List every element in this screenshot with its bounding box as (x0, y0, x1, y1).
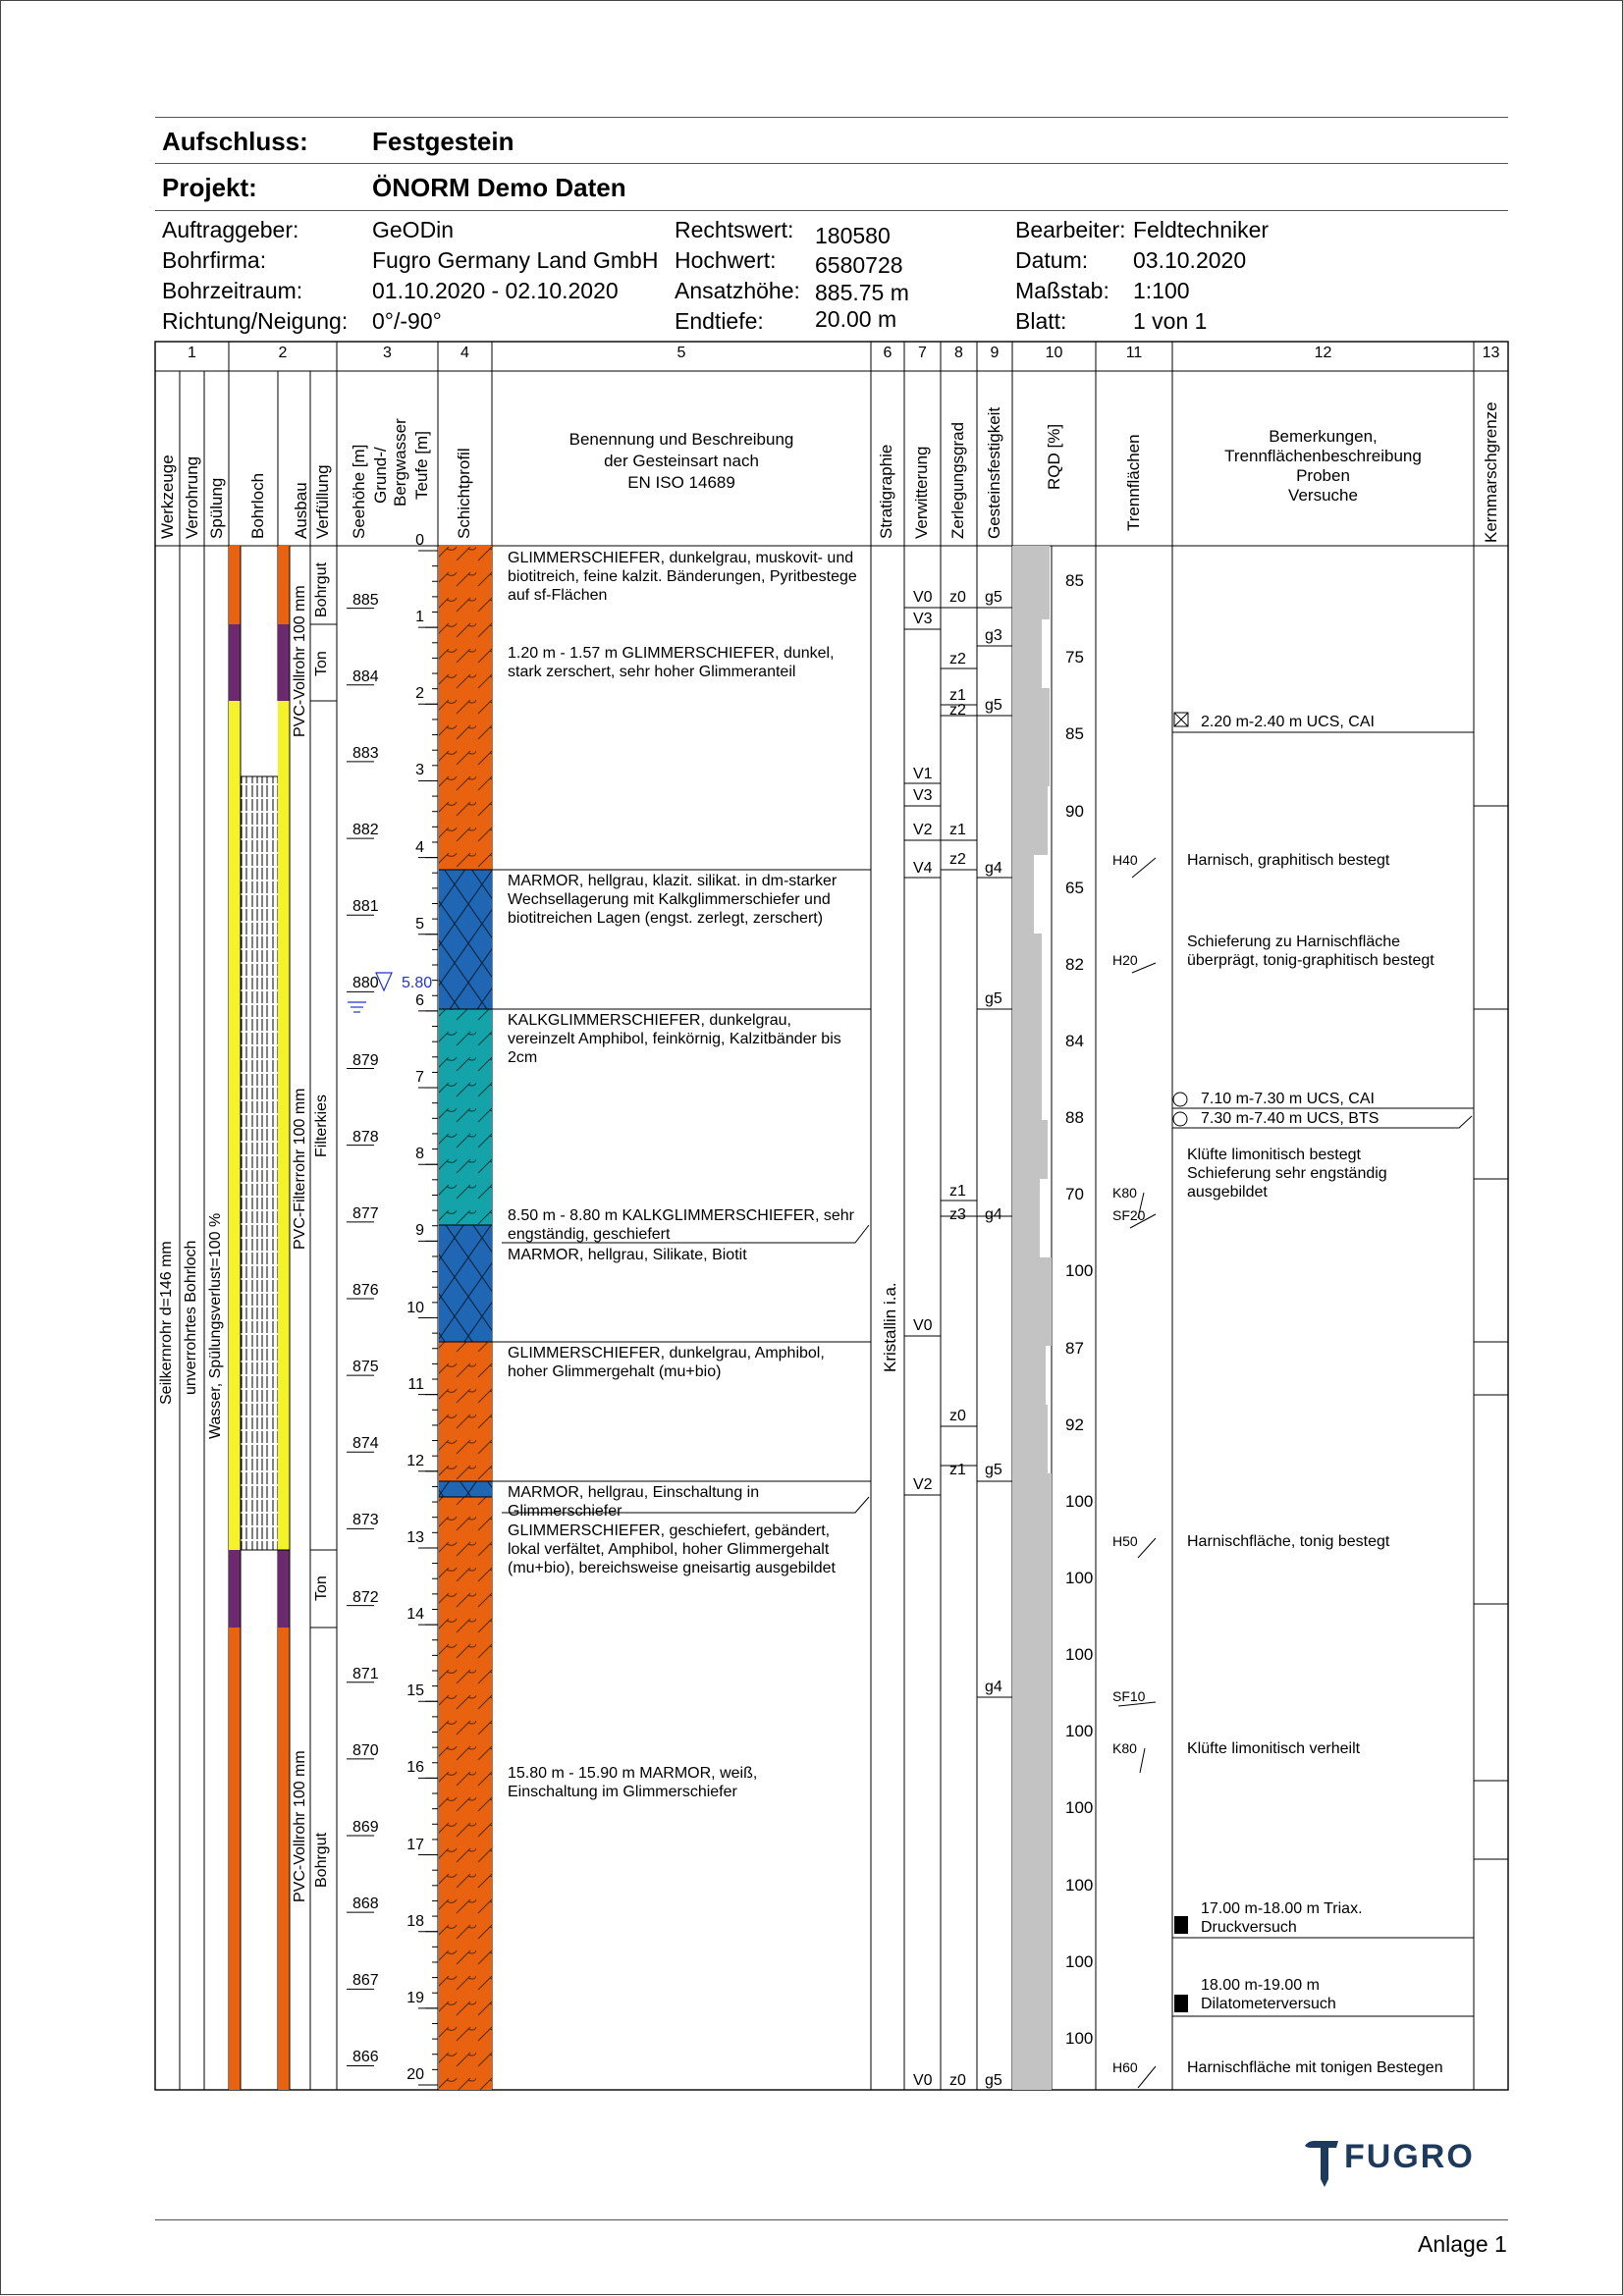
rqd-value: 100 (1065, 1261, 1094, 1281)
desc-6: MARMOR, hellgrau, Silikate, Biotit (508, 1247, 747, 1263)
projekt-label: Projekt: (162, 173, 257, 202)
tf-2: K80 (1112, 1185, 1137, 1201)
seehoehe-label: 884 (352, 667, 379, 685)
rqd-value: 75 (1065, 648, 1084, 667)
tf-4: H50 (1112, 1533, 1138, 1549)
rechtswert-label: Rechtswert: (675, 217, 794, 242)
remark-1: 2.20 m-2.40 m UCS, CAI (1201, 714, 1375, 730)
colnum-10: 10 (1045, 345, 1063, 361)
teufe-label: 9 (415, 1222, 424, 1240)
rqd-value: 65 (1065, 878, 1084, 897)
richtung-value: 0°/-90° (372, 308, 442, 334)
remark-8: Klüfte limonitisch verheilt (1187, 1740, 1361, 1757)
ansatzhoehe-label: Ansatzhöhe: (675, 278, 800, 303)
desc-8: MARMOR, hellgrau, Einschaltung in Glimmerschiefer (508, 1484, 760, 1520)
ausbau-text-1: PVC-Vollrohr 100 mm (292, 585, 308, 737)
tf-1: H20 (1112, 952, 1138, 968)
verw-0: V0 (913, 589, 933, 606)
remark-9: 17.00 m-18.00 m Triax. Druckversuch (1201, 1900, 1363, 1936)
fest-7: g4 (985, 1679, 1002, 1695)
head-bohrloch: Bohrloch (248, 472, 267, 539)
fest-0: g5 (985, 589, 1002, 606)
projekt-value: ÖNORM Demo Daten (372, 173, 626, 202)
fest-3: g4 (985, 860, 1002, 877)
rqd-value: 90 (1065, 801, 1084, 821)
teufe-label: 8 (415, 1146, 424, 1163)
tf-0: H40 (1112, 852, 1138, 868)
zerl-0: z0 (949, 589, 966, 606)
fest-4: g5 (985, 990, 1002, 1007)
teufe-label: 3 (415, 762, 424, 779)
footer-rule (155, 2219, 1508, 2220)
seehoehe-label: 883 (352, 744, 379, 762)
rqd-value: 88 (1065, 1108, 1084, 1128)
seehoehe-label: 879 (352, 1051, 379, 1069)
head-benennung (492, 429, 871, 494)
rqd-value: 100 (1065, 1798, 1094, 1818)
colnum-13: 13 (1482, 345, 1500, 361)
remark-3: Schieferung zu Harnischfläche überprägt, tonig-graphitisch bestegt (1187, 934, 1434, 969)
remark-5: 7.30 m-7.40 m UCS, BTS (1201, 1110, 1380, 1127)
remark-4: 7.10 m-7.30 m UCS, CAI (1201, 1091, 1375, 1107)
head-seehoehe: Seehöhe [m] (350, 444, 368, 539)
tf-6: K80 (1112, 1740, 1137, 1756)
fest-2: g5 (985, 697, 1002, 714)
colnum-9: 9 (990, 345, 1000, 361)
verw-2: V1 (913, 766, 933, 782)
colnum-11: 11 (1125, 345, 1143, 361)
rqd-value: 100 (1065, 1569, 1094, 1588)
seehoehe-label: 872 (352, 1588, 379, 1606)
zerl-7: z3 (949, 1206, 966, 1223)
massstab-value: 1:100 (1133, 278, 1190, 303)
rqd-value: 92 (1065, 1415, 1084, 1434)
head-stratigraphie: Stratigraphie (877, 444, 895, 539)
rqd-value: 84 (1065, 1031, 1084, 1050)
seehoehe-label: 876 (352, 1281, 379, 1299)
ansatzhoehe-value: 885.75 m (815, 280, 909, 305)
fill-text-1: Bohrgut (313, 561, 330, 617)
richtung-label: Richtung/Neigung: (162, 308, 349, 334)
desc-2: 1.20 m - 1.57 m GLIMMERSCHIEFER, dunkel, stark zerschert, sehr hoher Glimmeranteil (508, 645, 835, 680)
bearbeiter-value: Feldtechniker (1133, 217, 1270, 242)
zerl-10: z0 (949, 2072, 966, 2089)
datum-value: 03.10.2020 (1133, 247, 1247, 273)
verw-8: V0 (913, 2072, 933, 2089)
teufe-label: 5 (415, 915, 424, 933)
head-trennflaechen: Trennflächen (1124, 434, 1143, 531)
verw-4: V2 (913, 822, 933, 838)
spuelung-text: Wasser, Spülungsverlust=100 % (207, 1212, 224, 1439)
desc-9: GLIMMERSCHIEFER, geschiefert, gebändert, lokal verfältet, Amphibol, hoher Glimmergehalt (mu+bio), bereichsweise gneisartig ausgebildet (508, 1522, 836, 1576)
hochwert-value: 6580728 (815, 252, 903, 278)
teufe-label: 17 (406, 1836, 424, 1853)
desc-4: KALKGLIMMERSCHIEFER, dunkelgrau, vereinzelt Amphibol, feinkörnig, Kalzitbänder bis 2cm (508, 1012, 841, 1066)
head-grund: Grund-/ (371, 447, 390, 504)
water-level-label: 5.80 (402, 975, 433, 991)
stratigraphy-text: Kristallin i.a. (881, 1282, 899, 1372)
head-bemerkungen-2: Trennflächenbeschreibung (1224, 447, 1422, 465)
rechtswert-value: 180580 (815, 223, 891, 248)
tf-5: SF10 (1112, 1688, 1146, 1704)
teufe-label: 1 (415, 609, 424, 626)
head-werkzeuge: Werkzeuge (158, 454, 177, 539)
bohrfirma-value: Fugro Germany Land GmbH (372, 247, 659, 273)
aufschluss-label: Aufschluss: (162, 127, 308, 156)
teufe-label: 4 (415, 838, 424, 856)
colnum-6: 6 (883, 345, 893, 361)
rqd-value: 100 (1065, 1491, 1094, 1511)
auftraggeber-label: Auftraggeber: (162, 217, 299, 242)
seehoehe-label: 878 (352, 1128, 379, 1146)
seehoehe-label: 871 (352, 1665, 379, 1682)
colnum-8: 8 (954, 345, 963, 361)
head-ausbau: Ausbau (292, 482, 310, 539)
rqd-value: 100 (1065, 2028, 1094, 2048)
teufe-label: 16 (406, 1759, 424, 1777)
tf-3: SF20 (1112, 1207, 1146, 1223)
seehoehe-label: 869 (352, 1819, 379, 1836)
head-schichtprofil: Schichtprofil (455, 448, 473, 539)
head-spuelung: Spülung (207, 477, 226, 539)
head-bemerkungen-3: Proben (1296, 466, 1350, 485)
zerl-4: z1 (949, 822, 966, 838)
seehoehe-label: 867 (352, 1972, 379, 1990)
verw-3: V3 (913, 787, 933, 804)
teufe-label: 12 (406, 1452, 424, 1469)
rqd-value: 85 (1065, 571, 1084, 591)
zerl-9: z1 (949, 1462, 966, 1478)
rqd-value: 82 (1065, 954, 1084, 974)
seehoehe-label: 881 (352, 898, 379, 916)
teufe-label: 13 (406, 1528, 424, 1546)
fest-1: g3 (985, 627, 1002, 644)
endtiefe-label: Endtiefe: (675, 308, 764, 334)
colnum-12: 12 (1314, 345, 1332, 361)
fugro-logo-text: FUGRO (1344, 2138, 1475, 2175)
teufe-label: 6 (415, 991, 424, 1009)
zerl-2: z1 (949, 687, 966, 704)
ausbau-text-3: PVC-Vollrohr 100 mm (292, 1750, 308, 1902)
anlage-label: Anlage 1 (1418, 2231, 1507, 2257)
auftraggeber-value: GeODin (372, 217, 455, 242)
ausbau-text-2: PVC-Filterrohr 100 mm (292, 1088, 308, 1250)
teufe-label: 14 (406, 1606, 424, 1624)
remark-2: Harnisch, graphitisch bestegt (1187, 852, 1390, 869)
colnum-3: 3 (383, 345, 392, 361)
massstab-label: Maßstab: (1015, 278, 1109, 303)
seehoehe-label: 875 (352, 1359, 379, 1376)
datum-label: Datum: (1015, 247, 1089, 273)
zerl-3: z2 (949, 702, 966, 719)
zerl-1: z2 (949, 651, 966, 667)
seehoehe-label: 868 (352, 1896, 379, 1913)
desc-5: 8.50 m - 8.80 m KALKGLIMMERSCHIEFER, sehr engständig, geschiefert (508, 1207, 854, 1243)
zerl-6: z1 (949, 1183, 966, 1200)
head-benennung-2: der Gesteinsart nach (604, 452, 759, 470)
aufschluss-value: Festgestein (372, 127, 514, 156)
zerl-8: z0 (949, 1408, 966, 1424)
colnum-2: 2 (278, 345, 288, 361)
rqd-value: 100 (1065, 1722, 1094, 1741)
rqd-value: 70 (1065, 1185, 1084, 1204)
bohrzeitraum-label: Bohrzeitraum: (162, 278, 303, 303)
head-verrohrung: Verrohrung (183, 455, 201, 539)
rqd-value: 100 (1065, 1951, 1094, 1971)
werkzeug-text: Seilkernrohr d=146 mm (158, 1241, 175, 1405)
zerl-5: z2 (949, 851, 966, 868)
desc-7: GLIMMERSCHIEFER, dunkelgrau, Amphibol, hoher Glimmergehalt (mu+bio) (508, 1345, 825, 1380)
seehoehe-label: 866 (352, 2049, 379, 2066)
fest-6: g5 (985, 1462, 1002, 1478)
hochwert-label: Hochwert: (675, 247, 777, 273)
head-benennung-3: EN ISO 14689 (627, 473, 735, 492)
head-kernmarsch: Kernmarschgrenze (1482, 401, 1500, 543)
head-bemerkungen-4: Versuche (1288, 486, 1358, 505)
blatt-label: Blatt: (1015, 308, 1067, 334)
head-benennung-1: Benennung und Beschreibung (568, 430, 794, 449)
seehoehe-label: 877 (352, 1204, 379, 1222)
colnum-5: 5 (676, 345, 686, 361)
seehoehe-label: 882 (352, 822, 379, 839)
fest-5: g4 (985, 1206, 1002, 1223)
endtiefe-value: 20.00 m (815, 306, 897, 332)
rqd-value: 100 (1065, 1875, 1094, 1895)
teufe-label: 0 (415, 532, 424, 549)
bohrzeitraum-value: 01.10.2020 - 02.10.2020 (372, 278, 619, 303)
teufe-label: 10 (406, 1299, 424, 1316)
head-bemerkungen (1172, 427, 1474, 506)
fest-8: g5 (985, 2072, 1002, 2089)
desc-10: 15.80 m - 15.90 m MARMOR, weiß, Einschaltung im Glimmerschiefer (508, 1765, 758, 1800)
remark-7: Harnischfläche, tonig bestegt (1187, 1533, 1390, 1550)
head-verfuellung: Verfüllung (313, 464, 332, 539)
teufe-label: 18 (406, 1912, 424, 1930)
teufe-label: 20 (406, 2066, 424, 2083)
fill-text-4: Ton (313, 1575, 330, 1601)
head-verwitterung: Verwitterung (912, 446, 931, 539)
verw-1: V3 (913, 611, 933, 627)
verw-5: V4 (913, 860, 933, 877)
head-teufe: Teufe [m] (412, 431, 431, 500)
verrohrung-text: unverrohrtes Bohrloch (183, 1240, 199, 1395)
rqd-value: 85 (1065, 724, 1084, 744)
rqd-value: 87 (1065, 1338, 1084, 1358)
seehoehe-label: 870 (352, 1741, 379, 1759)
head-bemerkungen-1: Bemerkungen, (1269, 427, 1378, 446)
seehoehe-label: 885 (352, 591, 379, 609)
head-bergwasser: Bergwasser (391, 418, 409, 507)
teufe-label: 11 (407, 1375, 424, 1393)
seehoehe-label: 880 (352, 975, 379, 992)
remark-10: 18.00 m-19.00 m Dilatometerversuch (1201, 1977, 1336, 2012)
desc-1: GLIMMERSCHIEFER, dunkelgrau, muskovit- und biotitreich, feine kalzit. Bänderungen, Pyritbestege auf sf-Flächen (508, 550, 857, 604)
bohrfirma-label: Bohrfirma: (162, 247, 267, 273)
tf-7: H60 (1112, 2059, 1138, 2075)
teufe-label: 15 (406, 1682, 424, 1700)
remark-11: Harnischfläche mit tonigen Bestegen (1187, 2059, 1443, 2076)
verw-6: V0 (913, 1317, 933, 1334)
teufe-label: 7 (415, 1069, 424, 1087)
head-rqd: RQD [%] (1045, 423, 1063, 490)
teufe-label: 19 (406, 1989, 424, 2006)
fill-text-5: Bohrgut (313, 1832, 330, 1888)
seehoehe-label: 873 (352, 1512, 379, 1529)
head-zerlegungsgrad: Zerlegungsgrad (948, 421, 967, 539)
desc-3: MARMOR, hellgrau, klazit. silikat. in dm-starker Wechsellagerung mit Kalkglimmerschiefer und biotitreichen Lagen (engst. zerlegt, zerschert) (508, 873, 838, 927)
colnum-4: 4 (460, 345, 469, 361)
fill-text-2: Ton (313, 651, 330, 676)
rqd-value: 100 (1065, 1645, 1094, 1665)
verw-7: V2 (913, 1476, 933, 1493)
seehoehe-label: 874 (352, 1435, 379, 1453)
fill-text-3: Filterkies (313, 1094, 330, 1157)
head-gesteinsfestigkeit: Gesteinsfestigkeit (985, 406, 1003, 539)
colnum-7: 7 (918, 345, 927, 361)
remark-6: Klüfte limonitisch bestegt Schieferung sehr engständig ausgebildet (1187, 1147, 1387, 1201)
fugro-logo (1297, 2118, 1484, 2187)
bearbeiter-label: Bearbeiter: (1015, 217, 1126, 242)
blatt-value: 1 von 1 (1133, 308, 1208, 334)
colnum-1: 1 (188, 345, 196, 361)
teufe-label: 2 (415, 685, 424, 703)
